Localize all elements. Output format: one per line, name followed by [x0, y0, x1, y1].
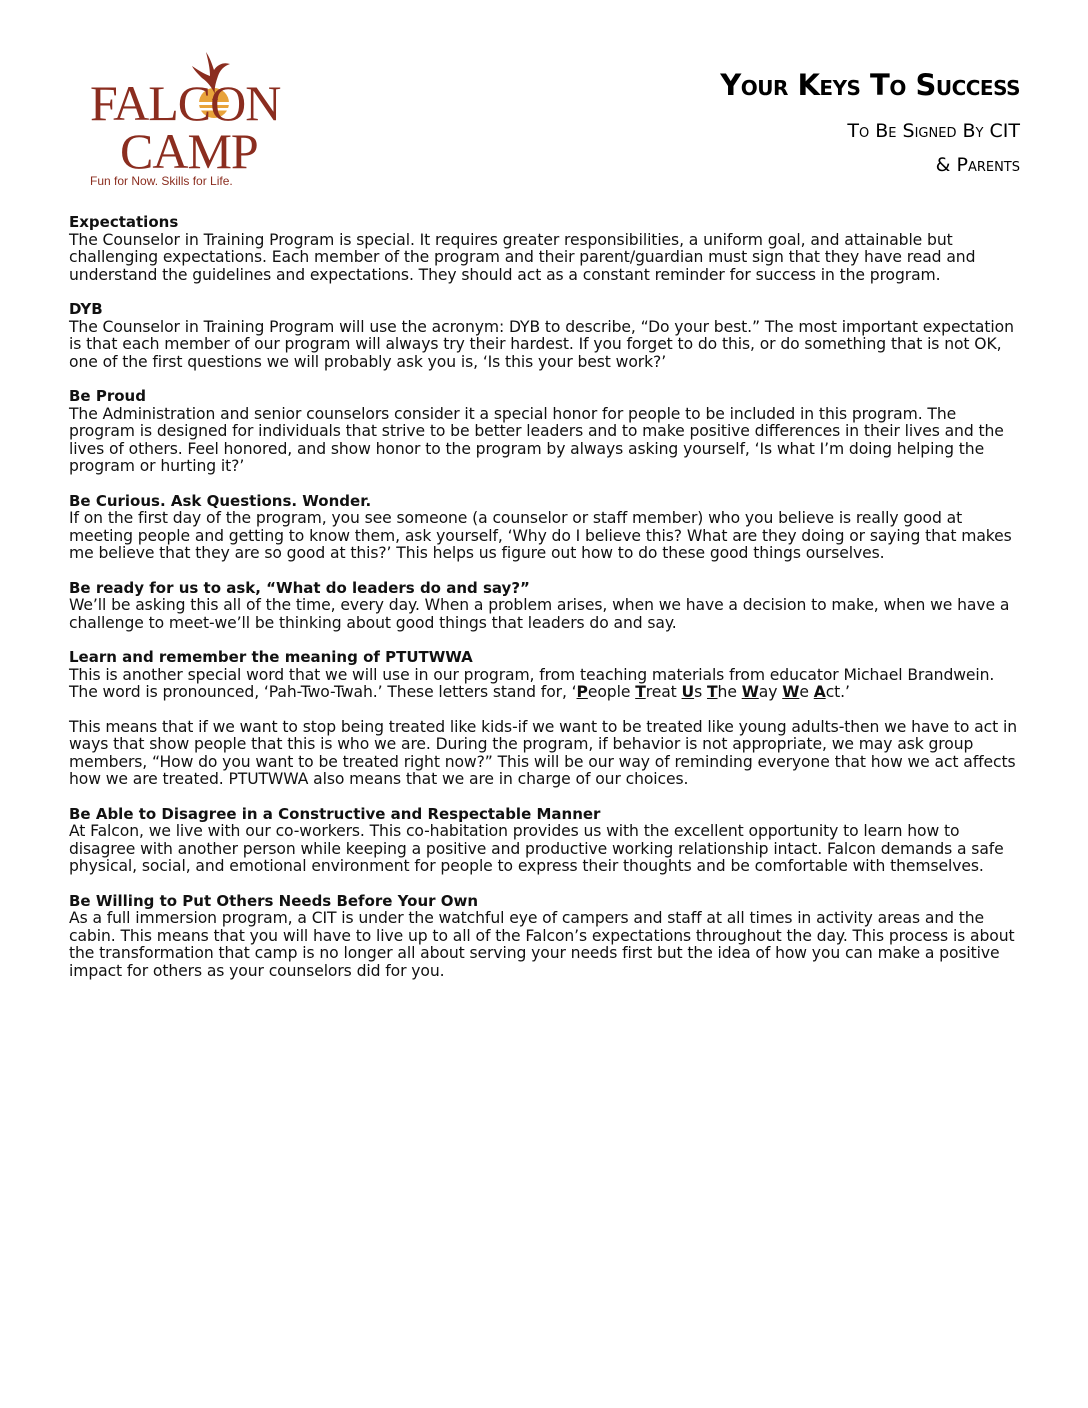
acronym-letter: T — [707, 683, 718, 701]
section-body: The Counselor in Training Program is special. It requires greater responsibilities, a uniform goal, and attainable but challenging expectations. Each member of the program and their parent/guardian must sign that they have read and understand the guidelines and expectations. They should act as a constant reminder for success in the program. — [69, 230, 976, 284]
section-be-proud — [69, 388, 1021, 476]
logo-falcon-text: FALCON — [90, 75, 281, 131]
section-body: At Falcon, we live with our co-workers. This co-habitation provides us with the excellent opportunity to learn how to disagree with another person while keeping a positive and productive working relationship intact. Falcon demands a safe physical, social, and emotional environment for people to express their thoughts and be comfortable with themselves. — [69, 822, 1004, 875]
page-subtitle — [720, 114, 1020, 182]
section-heading: Be Curious. Ask Questions. Wonder. — [69, 491, 372, 510]
section-expectations — [69, 214, 1021, 284]
page-title: Your Keys To Success — [720, 68, 1020, 102]
acronym-word-rest: s — [694, 683, 707, 701]
section-be-ready — [69, 580, 1021, 633]
document-header — [720, 68, 1020, 182]
acronym-word-rest: he — [717, 683, 742, 701]
section-heading: DYB — [69, 300, 103, 318]
acronym-word-rest: ct. — [825, 683, 846, 701]
section-heading: Expectations — [69, 213, 179, 231]
section-heading: Be Willing to Put Others Needs Before Your Own — [69, 891, 479, 910]
document-body — [69, 214, 1021, 997]
section-body: The Counselor in Training Program will use the acronym: DYB to describe, “Do your best.” The most important expectation is that each member of our program will always try their hardest. If you forget to do this, or do something that is not OK, one of the first questions we will probably ask you is, ‘Is this your best work?’ — [69, 317, 1014, 371]
section-body — [69, 667, 1021, 702]
acronym-letter: U — [681, 683, 695, 701]
acronym-word-rest: e — [799, 683, 814, 701]
section-body: This means that if we want to stop being treated like kids-if we want to be treated like young adults-then we have to act in ways that show people that this is who we are. During the program, if behavior is not appropriate, we may ask group members, “How do you want to be treated right now?” This will be our way of reminding everyone that how we act affects how we are treated. PTUTWWA also means that we are in charge of our choices. — [69, 717, 1018, 788]
ptutwwa-end: ’ — [845, 683, 850, 701]
section-body: If on the first day of the program, you see someone (a counselor or staff member) who you believe is really good at meeting people and getting to know them, ask yourself, ‘Why do I believe this? What are they doing or saying that makes me believe that they are so good at this?’ This helps us figure out how to do these good things ourselves. — [69, 509, 1012, 562]
section-heading: Learn and remember the meaning of PTUTWWA — [69, 648, 473, 666]
logo-tagline: Fun for Now. Skills for Life. — [90, 174, 233, 188]
logo-camp-text: CAMP — [120, 123, 258, 179]
section-body: As a full immersion program, a CIT is under the watchful eye of campers and staff at all times in activity areas and the cabin. This means that you will have to live up to all of the Falcon’s expectations throughout the day. This process is about the transformation that camp is no longer all about serving your needs first but the idea of how you can make a positive impact for others as your counselors did for you. — [69, 909, 1015, 980]
section-be-curious — [69, 493, 1021, 563]
acronym-word-rest: eople — [587, 683, 636, 701]
section-disagree — [69, 806, 1021, 876]
acronym-letter: A — [813, 683, 826, 701]
section-body: We’ll be asking this all of the time, every day. When a problem arises, when we have a decision to make, when we have a challenge to meet-we’ll be thinking about good things that leaders do and say. — [69, 596, 1010, 632]
subtitle-line-2: & Parents — [935, 154, 1020, 176]
falcon-camp-logo — [88, 48, 288, 193]
section-heading: Be Able to Disagree in a Constructive and Respectable Manner — [69, 804, 601, 823]
acronym-letter: T — [635, 683, 646, 701]
acronym-letter: W — [741, 683, 759, 701]
subtitle-line-1: To Be Signed By CIT — [847, 120, 1020, 142]
section-heading: Be ready for us to ask, “What do leaders do and say?” — [69, 578, 530, 597]
section-ptutwwa — [69, 649, 1021, 789]
section-heading: Be Proud — [69, 387, 146, 405]
section-body: The Administration and senior counselors consider it a special honor for people to be included in this program. The program is designed for individuals that strive to be better leaders and to make positive differences in their lives and the lives of others. Feel honored, and show honor to the program by always asking yourself, ‘Is what I’m doing helping the program or hurting it?’ — [69, 404, 1004, 475]
acronym-word-rest: reat — [645, 683, 682, 701]
section-dyb — [69, 301, 1021, 371]
acronym-letter: W — [782, 683, 800, 701]
ptutwwa-intro: This is another special word that we will use in our program, from teaching materials from educator Michael Brandwein. The word is pronounced, ‘Pah-Two-Twah.’ These letters stand for, ‘ — [69, 665, 995, 701]
acronym-letter: P — [576, 683, 588, 701]
acronym-word-rest: ay — [758, 683, 783, 701]
section-others-needs — [69, 893, 1021, 981]
